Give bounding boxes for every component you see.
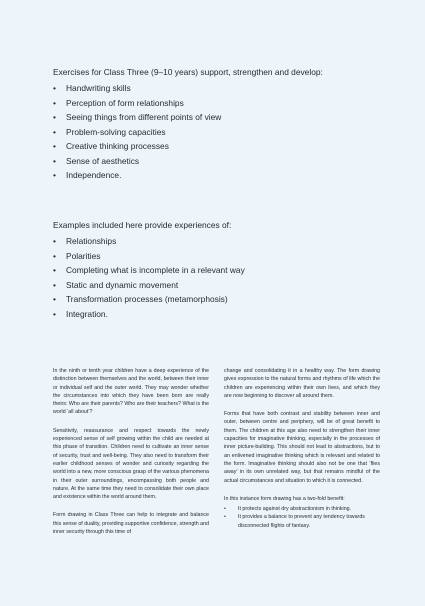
list-item: • Problem-solving capacities: [53, 125, 383, 140]
list-item: • Perception of form relationships: [53, 96, 383, 111]
paragraph: Sensitivity, reassurance and respect towards the newly experienced sense of self growing within the child are needed at this phase of transition. Children need to cultivate an inner sense of security, trust and well-being. They also need to transform their earlier childhood senses of wonder and curiosity regarding the world into a new, more conscious grasp of the various phenomena in their outer surroundings, encompassing both people and nature. At the same time they need to consolidate their own place and existence within the world around them.: [53, 427, 209, 501]
section-intro: Examples included here provide experiences of:: [53, 220, 232, 230]
list-item: • Transformation processes (metamorphosis): [53, 292, 383, 307]
paragraph: Forms that have both contrast and stability between inner and outer, between centre and periphery, will be of great benefit to them. The children at this age also need to strengthen their inner capacities for imaginative thinking, especially in the processes of inner picture-building. This should not lead to abstractions, but to an enlivened imaginative thinking which is relevant and related to the form. Imaginative thinking should also not be one that ‘flies away’ in its own unrelated way, but that remains mindful of the actual circumstances and situation to which it is connected.: [224, 411, 380, 484]
bullet-list: [53, 234, 383, 321]
section-intro: Exercises for Class Three (9–10 years) support, strengthen and develop:: [53, 67, 323, 77]
section-exercises: [53, 66, 383, 183]
body-columns: [53, 367, 380, 546]
bullet-list: [53, 81, 383, 183]
list-item: • Independence.: [53, 168, 383, 183]
paragraph: In the ninth or tenth year children have a deep experience of the distinction between themselves and the world, between their inner or individual self and the outer world. They may wonder whether the circumstances into which they have been born are really theirs: Who are their parents? Who are their teachers? What is the world ‘all about’?: [53, 368, 209, 416]
list-item: • It provides a balance to prevent any tendency towards disconnected flights of fantasy.: [224, 513, 380, 530]
right-column: [224, 367, 380, 546]
list-item: • It protects against dry abstractionism in thinking.: [224, 505, 380, 513]
list-item: • Seeing things from different points of view: [53, 110, 383, 125]
paragraph: Form drawing in Class Three can help to integrate and balance this sense of duality, providing supportive confidence, strength and inner security through this time of: [53, 512, 209, 536]
list-item: • Integration.: [53, 307, 383, 322]
list-item: • Polarities: [53, 249, 383, 264]
benefit-list: [224, 505, 380, 530]
paragraph: change and consolidating it in a healthy way. The form drawing gives expression to the natural forms and rhythms of life which the children are experiencing within their own lives, and which they are now beginning to discover all around them.: [224, 368, 380, 399]
list-item: • Handwriting skills: [53, 81, 383, 96]
list-item: • Completing what is incomplete in a relevant way: [53, 263, 383, 278]
list-item: • Static and dynamic movement: [53, 278, 383, 293]
left-column: [53, 367, 209, 546]
list-item: • Creative thinking processes: [53, 139, 383, 154]
list-item: • Relationships: [53, 234, 383, 249]
paragraph: In this instance form drawing has a two-fold benefit:: [224, 495, 345, 502]
section-examples: [53, 219, 383, 321]
list-item: • Sense of aesthetics: [53, 154, 383, 169]
